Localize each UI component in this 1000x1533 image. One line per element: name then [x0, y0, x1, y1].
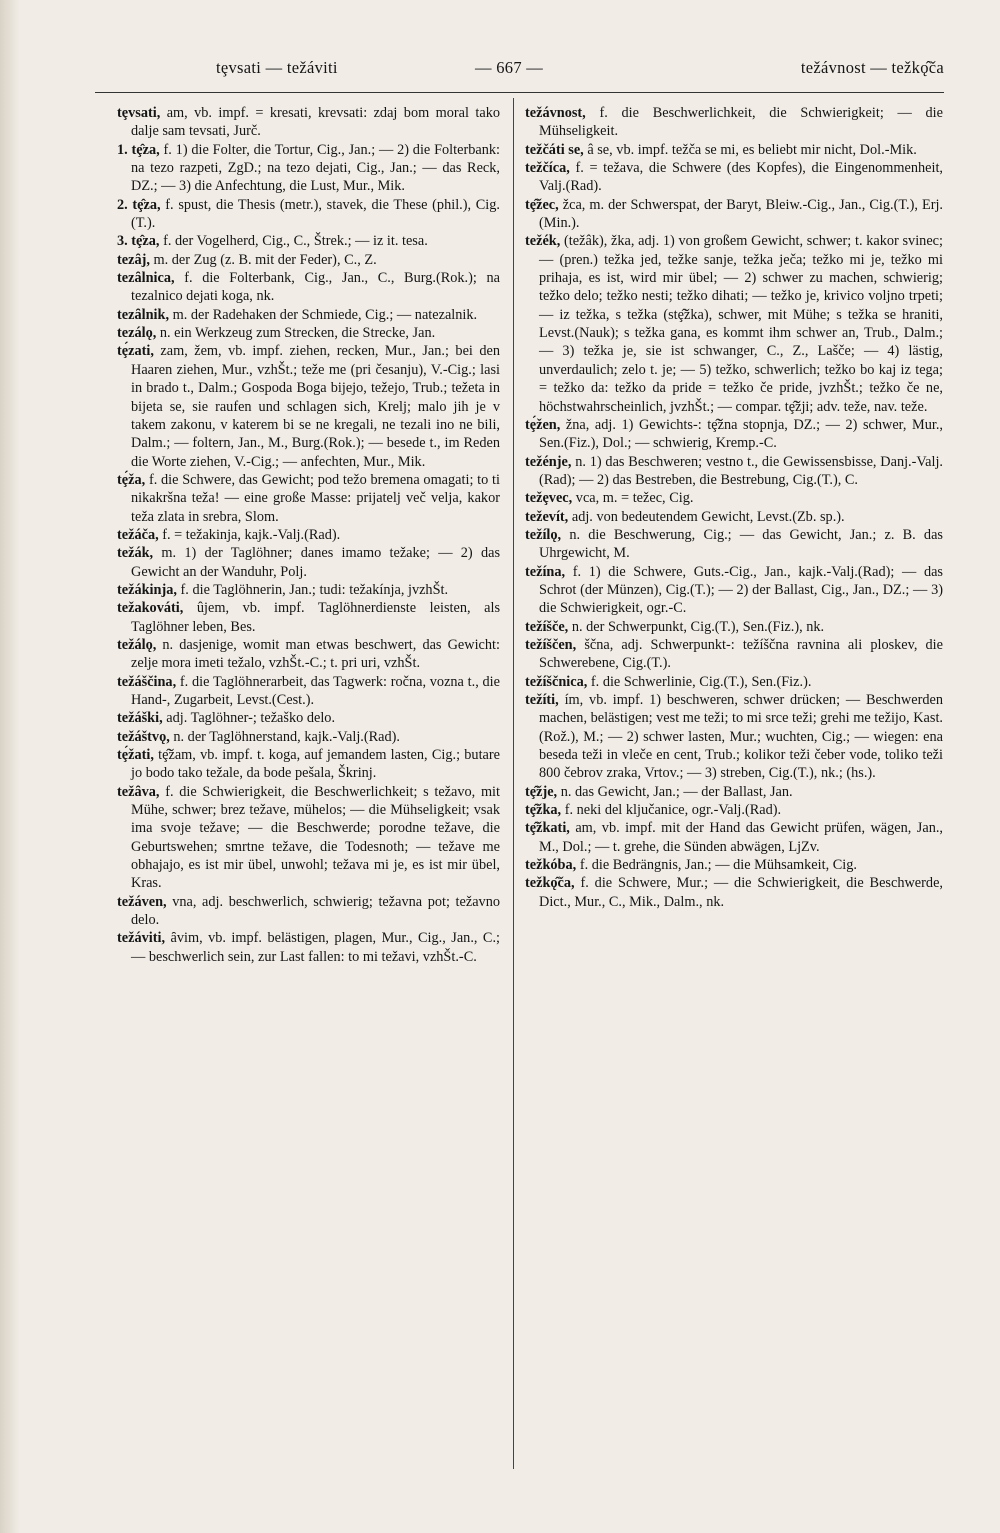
entry-definition: f. der Vogelherd, Cig., C., Štrek.; — iz it. tesa.	[163, 233, 428, 250]
dictionary-entry	[117, 709, 500, 727]
dictionary-entry	[525, 636, 943, 673]
dictionary-entry	[117, 251, 500, 269]
entry-definition: n. ein Werkzeug zum Strecken, die Strecke, Jan.	[159, 325, 436, 342]
dictionary-entry	[525, 856, 943, 874]
entry-definition: n. 1) das Beschweren; vestno t., die Gewissensbisse, Danj.-Valj.(Rad); — 2) das Bestreben, die Bestrebung, Cig.(T.), C.	[539, 453, 943, 488]
entry-headword: težíščen,	[525, 636, 577, 653]
entry-definition: m. 1) der Taglöhner; danes imamo težake; — 2) das Gewicht an der Wanduhr, Polj.	[131, 545, 501, 580]
dictionary-entry	[525, 563, 943, 618]
entry-headword: težáščina,	[117, 673, 177, 690]
entry-headword: tȩ́žati,	[117, 747, 154, 764]
dictionary-entry	[525, 104, 943, 141]
dictionary-entry	[117, 306, 500, 324]
entry-headword: tȩ̂žec,	[525, 196, 559, 213]
entry-definition: n. das Gewicht, Jan.; — der Ballast, Jan.	[560, 783, 793, 800]
dictionary-entry	[525, 453, 943, 490]
entry-definition: n. der Taglöhnerstand, kajk.-Valj.(Rad).	[173, 728, 401, 745]
entry-definition: â se, vb. impf. težča se mi, es beliebt mir nicht, Dol.-Mik.	[587, 141, 917, 158]
entry-definition: am, vb. impf. mit der Hand das Gewicht prüfen, wägen, Jan., M., Dol.; — t. grehe, die Sünden abwägen, LjZv.	[539, 820, 943, 855]
entry-definition: n. dasjenige, womit man etwas beschwert, das Gewicht: zelje mora imeti težalo, vzhŠt.-C.; t. pri uri, vzhŠt.	[131, 636, 500, 672]
entry-definition: žna, adj. 1) Gewichts-: tȩ̂žna stopnja, DZ.; — 2) schwer, Mur., Sen.(Fiz.), Dol.; — schwierig, Kremp.-C.	[539, 416, 943, 452]
entry-headword: težíščnica,	[525, 673, 588, 690]
entry-definition: am, vb. impf. = kresati, krevsati: zdaj bom moral tako dalje sam tevsati, Jurč.	[131, 105, 500, 140]
dictionary-entry	[117, 673, 500, 710]
entry-definition: f. = težava, die Schwere (des Kopfes), die Eingenommenheit, Valj.(Rad).	[539, 160, 944, 195]
dictionary-entry	[117, 599, 500, 636]
entry-headword: težȩvec,	[525, 490, 573, 507]
entry-definition: tȩ̂žam, vb. impf. t. koga, auf jemandem lasten, Cig.; butare jo bodo tako težale, da bode pešala, Škrinj.	[131, 747, 500, 782]
dictionary-entry	[525, 416, 943, 453]
entry-headword: tȩ́zati,	[117, 343, 154, 360]
dictionary-entry	[117, 544, 500, 581]
dictionary-entry	[117, 526, 500, 544]
header-left-guideword: tȩvsati — težáviti	[216, 58, 338, 77]
entry-definition: f. die Schwierigkeit, die Beschwerlichkeit; s težavo, mit Mühe, schwer; brez težave, mühelos; — die Mühseligkeit; vsak ima svoje težave; — die Beschwerde; porodne težave, die Geburtswehen; smrtne težave, die Todesnoth; — težave me obhajajo, es ist mir übel, unwohl; težava mi je, es ist mir übel, Kras.	[131, 783, 501, 892]
entry-headword: težílǫ,	[525, 526, 562, 543]
entry-headword: težakováti,	[117, 600, 184, 617]
entry-headword: tȩ̂žka,	[525, 802, 562, 819]
header-rule	[95, 92, 944, 93]
entry-headword: tȩ́žen,	[525, 416, 561, 433]
dictionary-entry	[117, 929, 500, 966]
entry-headword: teževít,	[525, 508, 569, 525]
page-number: — 667 —	[475, 58, 544, 77]
dictionary-entry	[117, 324, 500, 342]
left-column	[117, 104, 500, 966]
entry-definition: vca, m. = težec, Cig.	[575, 490, 694, 507]
entry-definition: f. die Bedrängnis, Jan.; — die Mühsamkeit, Cig.	[579, 857, 857, 874]
dictionary-entry	[525, 489, 943, 507]
entry-headword: težíšče,	[525, 618, 569, 635]
entry-definition: f. 1) die Folter, die Tortur, Cig., Jan.; — 2) die Folterbank: na tezo razpeti, ZgD.; na tezo dejati, Cig., Jan.; — das Reck, DZ.; — 3) die Anfechtung, die Lust, Mur., Mik.	[131, 141, 500, 195]
dictionary-entry	[525, 819, 943, 856]
column-divider	[513, 98, 514, 1469]
dictionary-entry	[117, 232, 500, 250]
entry-definition: n. der Schwerpunkt, Cig.(T.), Sen.(Fiz.), nk.	[571, 618, 825, 635]
entry-headword: tȩ̂žje,	[525, 783, 558, 800]
running-header	[108, 58, 944, 88]
entry-definition: m. der Radehaken der Schmiede, Cig.; — natezalnik.	[172, 306, 478, 323]
entry-definition: f. 1) die Schwere, Guts.-Cig., Jan., kajk.-Valj.(Rad); — das Schrot (der Münzen), Cig.(T.); — 2) der Ballast, Cig., Jan., DZ.; — 3) die Schwierigkeit, ogr.-C.	[539, 563, 943, 617]
entry-headword: težávnost,	[525, 105, 586, 121]
dictionary-entry	[525, 196, 943, 233]
dictionary-entry	[525, 232, 943, 415]
entry-definition: f. die Taglöhnerarbeit, das Tagwerk: ročna, vozna t., die Hand-, Zugarbeit, Levst.(Cest.).	[131, 673, 501, 708]
entry-headword: 1. tȩ̂za,	[117, 141, 160, 158]
entry-headword: težálǫ,	[117, 636, 157, 653]
entry-headword: tȩ̂žkati,	[525, 820, 570, 837]
entry-headword: težáča,	[117, 526, 159, 543]
entry-definition: ščna, adj. Schwerpunkt-: težíščna ravnina ali ploskev, die Schwerebene, Cig.(T.).	[539, 636, 944, 672]
entry-headword: težék,	[525, 233, 561, 250]
dictionary-entry	[525, 526, 943, 563]
dictionary-entry	[525, 874, 943, 911]
dictionary-entry	[525, 783, 943, 801]
dictionary-entry	[117, 581, 500, 599]
entry-headword: težákinja,	[117, 581, 177, 598]
entry-definition: adj. Taglöhner-; težaško delo.	[166, 710, 336, 727]
entry-headword: težáviti,	[117, 930, 166, 947]
entry-definition: ím, vb. impf. 1) beschweren, schwer drücken; — Beschwerden machen, belästigen; vest me teži; to mi srce teži; grehi me težijo, Kast.(Rož.), M.; — 2) schwer lasten, Mur.; wuchten, Cig.; — wiegen: ena beseda teži in vleče en cent, Trub.; kolikor teži čeber vode, toliko teži 800 čebrov zraka, Vrtov.; — 3) streben, Cig.(T.), nk.; (hs.).	[539, 692, 943, 782]
dictionary-entry	[117, 728, 500, 746]
dictionary-entry	[525, 801, 943, 819]
entry-definition: f. spust, die Thesis (metr.), stavek, die These (phil.), Cig.(T.).	[131, 196, 500, 232]
dictionary-entry	[117, 342, 500, 470]
dictionary-entry	[525, 141, 943, 159]
entry-definition: f. die Folterbank, Cig., Jan., C., Burg.(Rok.); na tezalnico dejati koga, nk.	[131, 270, 500, 305]
dictionary-entry	[117, 141, 500, 196]
entry-headword: težȃva,	[117, 783, 160, 800]
entry-definition: f. die Beschwerlichkeit, die Schwierigkeit; — die Mühseligkeit.	[539, 105, 943, 140]
entry-headword: 3. tȩ̂za,	[117, 233, 160, 250]
entry-definition: n. die Beschwerung, Cig.; — das Gewicht, Jan.; z. B. das Uhrgewicht, M.	[539, 526, 943, 562]
entry-definition: vna, adj. beschwerlich, schwierig; težavna pot; težavno delo.	[131, 893, 500, 929]
dictionary-entry	[525, 618, 943, 636]
entry-headword: težáški,	[117, 710, 163, 727]
right-column	[525, 104, 943, 911]
entry-headword: težkóba,	[525, 857, 577, 874]
header-right-guideword: težávnost — težkǫ̂ča	[800, 58, 944, 77]
entry-definition: m. der Zug (z. B. mit der Feder), C., Z.	[153, 251, 377, 268]
entry-headword: težáven,	[117, 893, 167, 910]
dictionary-entry	[117, 893, 500, 930]
entry-definition: f. neki del ključanice, ogr.-Valj.(Rad).	[564, 802, 782, 819]
dictionary-entry	[525, 159, 943, 196]
entry-headword: težénje,	[525, 453, 572, 470]
entry-definition: ȃvim, vb. impf. belästigen, plagen, Mur., Cig., Jan., C.; — beschwerlich sein, zur Last fallen: to mi težavi, vzhŠt.-C.	[131, 930, 500, 965]
entry-headword: tezȃj,	[117, 251, 150, 268]
entry-headword: 2. tȩ̂za,	[117, 196, 161, 213]
entry-headword: težčáti se,	[525, 141, 584, 158]
entry-headword: težkǫ̂ča,	[525, 875, 575, 892]
dictionary-entry	[117, 104, 500, 141]
entry-headword: težína,	[525, 563, 566, 580]
entry-definition: f. die Schwere, Mur.; — die Schwierigkeit, die Beschwerde, Dict., Mur., C., Mik., Dalm., nk.	[539, 875, 943, 910]
page-binding-edge	[0, 0, 20, 1533]
entry-definition: f. die Schwerlinie, Cig.(T.), Sen.(Fiz.).	[590, 673, 812, 690]
entry-definition: f. die Schwere, das Gewicht; pod težo bremena omagati; to ti nikakršna teža! — eine große Masse: prijatelj več velja, kakor teža zlata in srebra, Slom.	[131, 471, 500, 525]
entry-headword: tezȃlnik,	[117, 306, 170, 323]
entry-definition: zam, žem, vb. impf. ziehen, recken, Mur., Jan.; bei den Haaren ziehen, Mur., vzhŠt.; teže me (pri česanju), V.-Cig.; lasi in brado t., Dalm.; Gospoda Boga bijejo, težejo, Trub.; težeta in bijeta se, sie raufen und schlagen sich, Krelj; malo jih je v takem zakonu, v katerem bi se ne kregali, ne tezali ino ne bili, Dalm.; — foltern, Jan., M., Burg.(Rok.); — besede t., im Reden die Worte ziehen, V.-Cig.; — anfechten, Mur., Mik.	[131, 343, 500, 470]
dictionary-entry	[525, 691, 943, 783]
entry-headword: tȩvsati,	[117, 105, 161, 121]
entry-headword: težák,	[117, 545, 154, 562]
dictionary-entry	[117, 636, 500, 673]
dictionary-entry	[117, 269, 500, 306]
dictionary-entry	[117, 746, 500, 783]
entry-definition: f. = težakinja, kajk.-Valj.(Rad).	[162, 526, 341, 543]
dictionary-entry	[525, 508, 943, 526]
dictionary-entry	[525, 673, 943, 691]
entry-definition: ûjem, vb. impf. Taglöhnerdienste leisten, als Taglöhner leben, Bes.	[131, 600, 501, 635]
dictionary-entry	[117, 196, 500, 233]
entry-definition: adj. von bedeutendem Gewicht, Levst.(Zb. sp.).	[571, 508, 845, 525]
entry-headword: težáštvǫ,	[117, 728, 170, 745]
entry-definition: f. die Taglöhnerin, Jan.; tudi: težakínja, jvzhŠt.	[180, 581, 449, 598]
dictionary-entry	[117, 783, 500, 893]
entry-headword: težčíca,	[525, 160, 570, 177]
entry-headword: tezȃlnica,	[117, 270, 175, 287]
entry-headword: težíti,	[525, 692, 559, 708]
entry-definition: (težâk), žka, adj. 1) von großem Gewicht, schwer; t. kakor svinec; — (pren.) težka jed, težke sanje, težka ječa; težko mi je, težko mi prihaja, es ist, wird mir übel; — 2) schwer zu machen, schwierig; težko delo; težko nesti; težko dihati; — težko je, krivico voljno trpeti; — iz težka, s težka (stȩ̂žka), schwer, mit Mühe; s težka se hraniti, Levst.(Nauk); s težka gana, es kommt ihm schwer an, Trub., Dalm.; — 3) težka je, sie ist schwanger, C., Z., Lašče; — 4) lästig, unverdaulich; zelo t. je; — 5) težko, schwerlich; težko bo kaj iz tega; = težko da: težko da pride = težko če pride, jvzhŠt.; težko če ne, höchstwahrscheinlich, jvzhŠt.; — compar. tȩ̂žji; adv. teže, nav. teže.	[539, 233, 943, 415]
entry-headword: tezálǫ,	[117, 325, 157, 342]
entry-definition: žca, m. der Schwerspat, der Baryt, Bleiw.-Cig., Jan., Cig.(T.), Erj.(Min.).	[539, 196, 943, 232]
entry-headword: tȩ́ža,	[117, 471, 146, 488]
dictionary-entry	[117, 471, 500, 526]
